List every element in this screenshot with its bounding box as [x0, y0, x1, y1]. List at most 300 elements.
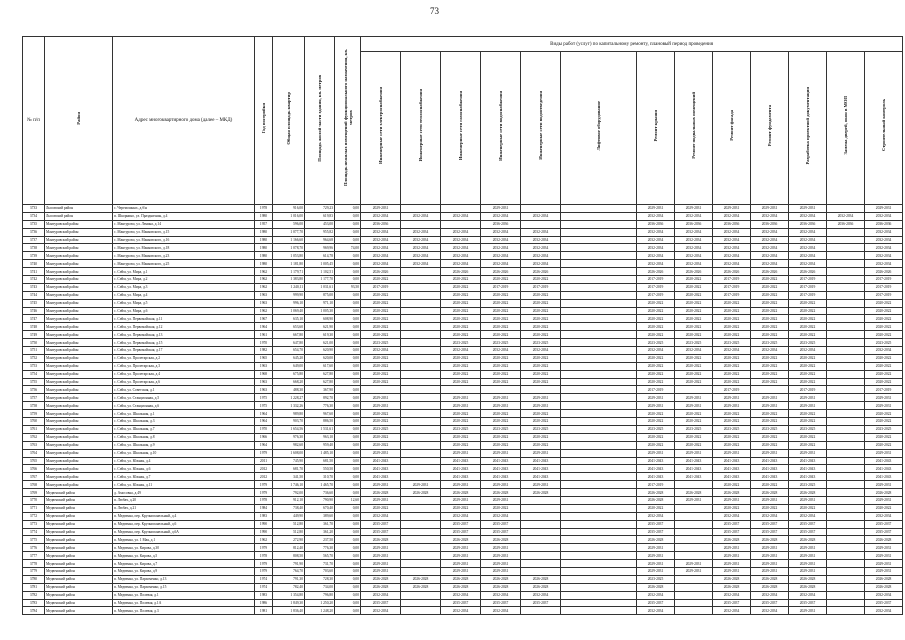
table-cell: 790,90: [305, 496, 335, 504]
table-cell: 361,20: [305, 528, 335, 536]
table-cell: [675, 599, 713, 607]
table-cell: Мантуровский район: [45, 347, 113, 355]
table-cell: 2020-2022: [361, 307, 401, 315]
table-cell: 2020-2022: [789, 323, 827, 331]
table-cell: 2020-2022: [865, 433, 903, 441]
table-cell: 2026-2028: [751, 536, 789, 544]
table-cell: 1970: [255, 425, 273, 433]
table-cell: 0,00: [335, 449, 361, 457]
table-cell: 964,68: [305, 236, 335, 244]
table-cell: [561, 260, 637, 268]
table-cell: с. Сейм, ул. Пролетарская, д.4: [113, 370, 255, 378]
table-cell: [561, 544, 637, 552]
table-cell: 2032-2034: [441, 212, 481, 220]
table-cell: 2020-2022: [675, 323, 713, 331]
table-cell: 2020-2022: [675, 283, 713, 291]
table-cell: 2026-2028: [713, 583, 751, 591]
table-cell: 3741: [23, 268, 45, 276]
table-cell: 2029-2031: [751, 449, 789, 457]
table-cell: [675, 591, 713, 599]
table-cell: 2032-2034: [713, 228, 751, 236]
table-cell: с. Мантурово, ул. Маяковского, д.18: [113, 244, 255, 252]
table-cell: 3778: [23, 560, 45, 568]
table-cell: [561, 512, 637, 520]
table-cell: 1 531,61: [305, 425, 335, 433]
table-row: [23, 205, 903, 213]
table-cell: 2020-2022: [521, 276, 561, 284]
table-cell: 2032-2034: [521, 236, 561, 244]
table-cell: 2020-2022: [361, 441, 401, 449]
table-cell: [521, 205, 561, 213]
table-cell: 2020-2022: [751, 299, 789, 307]
table-cell: 2011: [255, 457, 273, 465]
table-cell: с. Сейм, ул. Южная, д.6: [113, 465, 255, 473]
table-cell: 2029-2031: [361, 205, 401, 213]
table-cell: 3779: [23, 567, 45, 575]
table-cell: 2020-2022: [521, 410, 561, 418]
table-cell: [561, 536, 637, 544]
table-cell: 2036-2036: [827, 220, 865, 228]
table-cell: 2020-2022: [865, 410, 903, 418]
table-cell: 2029-2031: [865, 544, 903, 552]
table-cell: 2032-2034: [637, 244, 675, 252]
table-cell: 0,00: [335, 220, 361, 228]
table-cell: 3760: [23, 418, 45, 426]
table-cell: 3761: [23, 425, 45, 433]
table-cell: [441, 205, 481, 213]
table-cell: 2041-2043: [713, 457, 751, 465]
table-cell: 2032-2034: [361, 252, 401, 260]
table-cell: 1 746,10: [273, 481, 305, 489]
table-cell: [521, 504, 561, 512]
table-cell: [561, 268, 637, 276]
table-cell: 2029-2031: [675, 560, 713, 568]
table-cell: 2026-2028: [789, 536, 827, 544]
table-cell: 2029-2031: [865, 402, 903, 410]
table-cell: 2032-2034: [751, 244, 789, 252]
table-cell: 1975: [255, 402, 273, 410]
table-cell: 2041-2043: [751, 457, 789, 465]
table-cell: 2029-2031: [865, 394, 903, 402]
table-cell: [827, 536, 865, 544]
table-cell: [561, 465, 637, 473]
table-row: [23, 339, 903, 347]
table-cell: [675, 504, 713, 512]
table-cell: [401, 394, 441, 402]
header-work-facade: Ремонт фасада: [713, 52, 751, 205]
table-cell: п. Любач, д.21: [113, 504, 255, 512]
table-cell: [561, 496, 637, 504]
table-cell: Мантуровский район: [45, 220, 113, 228]
table-cell: 2026-2028: [441, 583, 481, 591]
table-cell: 2020-2022: [361, 362, 401, 370]
table-cell: [561, 402, 637, 410]
table-cell: 1 077,70: [273, 228, 305, 236]
table-cell: [561, 244, 637, 252]
table-cell: 2023-2025: [441, 425, 481, 433]
table-cell: 2029-2031: [481, 481, 521, 489]
table-cell: 2035-2037: [751, 599, 789, 607]
table-row: [23, 212, 903, 220]
table-cell: 2020-2022: [751, 331, 789, 339]
table-cell: 1980: [255, 228, 273, 236]
table-row: [23, 386, 903, 394]
table-cell: 0,00: [335, 528, 361, 536]
table-cell: 2029-2031: [789, 544, 827, 552]
table-cell: 2029-2031: [401, 481, 441, 489]
table-cell: 0,00: [335, 536, 361, 544]
table-cell: 3769: [23, 489, 45, 497]
table-cell: [401, 591, 441, 599]
table-cell: 2032-2034: [521, 252, 561, 260]
table-cell: 1 179,71: [273, 268, 305, 276]
table-cell: 2029-2031: [481, 567, 521, 575]
table-cell: 3754: [23, 370, 45, 378]
table-cell: 2041-2043: [789, 465, 827, 473]
table-cell: 2017-2019: [789, 386, 827, 394]
table-cell: 2041-2043: [441, 465, 481, 473]
table-cell: [561, 291, 637, 299]
table-cell: 2026-2028: [481, 489, 521, 497]
table-cell: с. Сейм, ул. Школьная, д.7: [113, 425, 255, 433]
table-cell: с. Сейм, ул. Школьная, д.10: [113, 449, 255, 457]
table-cell: с. Мантурово, ул. Маяковского, д.25: [113, 260, 255, 268]
table-cell: [675, 512, 713, 520]
table-cell: 2020-2022: [789, 410, 827, 418]
table-cell: 1961: [255, 331, 273, 339]
table-cell: 2026-2028: [751, 583, 789, 591]
table-cell: 2032-2034: [751, 252, 789, 260]
table-cell: 621,90: [305, 323, 335, 331]
table-cell: Медвенский район: [45, 591, 113, 599]
table-cell: [561, 425, 637, 433]
table-cell: 3757: [23, 394, 45, 402]
table-cell: 2026-2028: [481, 583, 521, 591]
table-cell: Медвенский район: [45, 504, 113, 512]
table-cell: 2020-2022: [521, 299, 561, 307]
table-cell: 2032-2034: [865, 591, 903, 599]
table-cell: 2029-2031: [713, 544, 751, 552]
table-cell: 3751: [23, 347, 45, 355]
table-cell: 2032-2034: [637, 607, 675, 615]
table-row: [23, 449, 903, 457]
table-cell: 2029-2031: [751, 560, 789, 568]
table-cell: 2032-2034: [481, 512, 521, 520]
table-cell: 2020-2022: [865, 362, 903, 370]
table-cell: 2026-2026: [865, 268, 903, 276]
table-cell: 1980: [255, 252, 273, 260]
table-cell: Медвенский район: [45, 575, 113, 583]
page-number: 73: [430, 6, 439, 16]
table-cell: 2029-2031: [713, 560, 751, 568]
table-cell: Медвенский район: [45, 552, 113, 560]
table-cell: 2020-2022: [751, 481, 789, 489]
table-cell: с. Сейм, ул. Школьная, д.3: [113, 418, 255, 426]
table-cell: 0,00: [335, 441, 361, 449]
table-cell: 2032-2034: [441, 591, 481, 599]
table-cell: [561, 283, 637, 291]
table-cell: 2032-2034: [481, 212, 521, 220]
table-cell: 2029-2031: [521, 402, 561, 410]
table-cell: [675, 528, 713, 536]
table-cell: Мантуровский район: [45, 410, 113, 418]
table-cell: 2032-2034: [521, 228, 561, 236]
table-cell: 1962: [255, 283, 273, 291]
table-cell: 2020-2022: [637, 299, 675, 307]
table-cell: 2029-2031: [361, 544, 401, 552]
table-cell: 0,00: [335, 418, 361, 426]
table-cell: Мантуровский район: [45, 299, 113, 307]
table-cell: [401, 560, 441, 568]
table-cell: 2026-2028: [481, 536, 521, 544]
table-cell: 2032-2034: [789, 252, 827, 260]
table-cell: 2032-2034: [675, 244, 713, 252]
table-cell: 0,00: [335, 205, 361, 213]
table-cell: с. Сейм, ул. Первомайская, д.12: [113, 323, 255, 331]
header-total-area: Общая площадь квартир: [273, 37, 305, 205]
table-cell: 1986: [255, 599, 273, 607]
table-cell: [401, 410, 441, 418]
table-cell: [401, 331, 441, 339]
table-cell: 617,60: [305, 362, 335, 370]
header-district: Район: [45, 37, 113, 205]
table-cell: 2026-2028: [441, 489, 481, 497]
table-cell: 2029-2031: [751, 402, 789, 410]
table-cell: 2035-2037: [481, 599, 521, 607]
table-cell: 2026-2026: [361, 268, 401, 276]
table-cell: 892,70: [305, 394, 335, 402]
table-cell: 2020-2022: [637, 331, 675, 339]
table-cell: 2020-2022: [521, 291, 561, 299]
table-cell: 2017-2019: [865, 386, 903, 394]
table-cell: 2020-2022: [361, 370, 401, 378]
table-cell: 2017-2019: [637, 283, 675, 291]
table-cell: 2020-2022: [675, 307, 713, 315]
table-row: [23, 252, 903, 260]
table-cell: 2020-2022: [441, 354, 481, 362]
table-cell: 2032-2034: [865, 607, 903, 615]
table-cell: 812,40: [273, 544, 305, 552]
header-work-electric: Инженерные сети электроснабжения: [361, 52, 401, 205]
table-cell: 1 608,00: [273, 449, 305, 457]
table-cell: [521, 528, 561, 536]
table-cell: 2035-2037: [865, 520, 903, 528]
table-cell: 791,30: [273, 575, 305, 583]
table-cell: 2020-2022: [713, 307, 751, 315]
table-cell: 2020-2022: [481, 315, 521, 323]
table-cell: [561, 378, 637, 386]
table-cell: [561, 331, 637, 339]
table-cell: 1964: [255, 441, 273, 449]
table-row: [23, 496, 903, 504]
table-cell: 2020-2022: [751, 315, 789, 323]
table-cell: Мантуровский район: [45, 252, 113, 260]
table-row: [23, 347, 903, 355]
table-cell: [521, 496, 561, 504]
table-cell: [561, 504, 637, 512]
table-row: [23, 544, 903, 552]
table-cell: 627,80: [305, 378, 335, 386]
table-row: [23, 315, 903, 323]
table-cell: [521, 520, 561, 528]
table-cell: 2020-2022: [481, 441, 521, 449]
table-cell: Мантуровский район: [45, 315, 113, 323]
table-cell: Медвенский район: [45, 599, 113, 607]
table-cell: 2020-2022: [713, 418, 751, 426]
table-cell: 2032-2034: [675, 252, 713, 260]
table-cell: 2020-2022: [789, 299, 827, 307]
table-cell: 2036-2036: [865, 220, 903, 228]
table-cell: [827, 268, 865, 276]
table-cell: 2032-2034: [521, 591, 561, 599]
table-cell: 3773: [23, 520, 45, 528]
table-cell: 2036-2036: [751, 220, 789, 228]
table-cell: 2020-2022: [865, 370, 903, 378]
table-cell: с. Сейм, ул. Мира, д.1: [113, 268, 255, 276]
table-cell: 2020-2022: [521, 307, 561, 315]
table-cell: 2020-2022: [713, 410, 751, 418]
header-work-foundation: Ремонт фундамента: [751, 52, 789, 205]
table-cell: 2023-2025: [481, 339, 521, 347]
table-cell: с. Сейм, ул. Мира, д.5: [113, 299, 255, 307]
table-cell: 2036-2036: [637, 220, 675, 228]
table-cell: Медвенский район: [45, 607, 113, 615]
table-row: [23, 575, 903, 583]
table-cell: [561, 410, 637, 418]
table-cell: 2032-2034: [521, 347, 561, 355]
table-cell: [401, 205, 441, 213]
table-cell: 2020-2022: [713, 331, 751, 339]
table-row: [23, 268, 903, 276]
table-cell: 2020-2022: [441, 418, 481, 426]
table-cell: 3780: [23, 575, 45, 583]
table-cell: 2020-2022: [441, 410, 481, 418]
table-cell: [561, 386, 637, 394]
table-row: [23, 528, 903, 536]
table-cell: 1 102,51: [305, 268, 335, 276]
table-cell: [561, 362, 637, 370]
table-cell: 2029-2031: [521, 481, 561, 489]
table-cell: 999,90: [273, 291, 305, 299]
table-cell: [827, 276, 865, 284]
table-cell: 0,00: [335, 307, 361, 315]
table-cell: 614,78: [305, 252, 335, 260]
table-cell: [675, 575, 713, 583]
table-cell: 2020-2022: [789, 418, 827, 426]
table-cell: 2020-2022: [713, 370, 751, 378]
table-cell: 2020-2022: [521, 362, 561, 370]
table-cell: 2029-2031: [865, 481, 903, 489]
table-cell: 1 248,20: [305, 607, 335, 615]
table-cell: с. Сейм, ул. Первомайская, д.13: [113, 331, 255, 339]
table-cell: Мантуровский район: [45, 323, 113, 331]
table-cell: 0,00: [335, 457, 361, 465]
table-cell: [521, 544, 561, 552]
table-cell: 654,70: [273, 347, 305, 355]
table-cell: Мантуровский район: [45, 331, 113, 339]
table-cell: 2026-2028: [789, 583, 827, 591]
table-cell: 2026-2028: [637, 583, 675, 591]
table-cell: 2032-2034: [637, 212, 675, 220]
table-row: [23, 425, 903, 433]
table-cell: 0,00: [335, 552, 361, 560]
table-cell: [561, 370, 637, 378]
table-cell: 2035-2037: [751, 528, 789, 536]
table-cell: 2017-2019: [865, 291, 903, 299]
table-cell: [561, 347, 637, 355]
table-cell: 1 849,30: [273, 599, 305, 607]
table-cell: [401, 362, 441, 370]
table-cell: 2026-2028: [637, 496, 675, 504]
table-cell: [561, 433, 637, 441]
table-cell: 0,00: [335, 544, 361, 552]
table-cell: [561, 481, 637, 489]
table-cell: 2017-2019: [789, 283, 827, 291]
table-cell: [561, 607, 637, 615]
table-cell: 367,90: [305, 386, 335, 394]
table-cell: 668,20: [273, 378, 305, 386]
table-cell: 791,90: [273, 560, 305, 568]
table-cell: 681,70: [273, 465, 305, 473]
table-cell: 1 078,70: [273, 244, 305, 252]
table-cell: 3745: [23, 299, 45, 307]
table-cell: Лысовский район: [45, 205, 113, 213]
table-cell: 745,90: [273, 457, 305, 465]
table-row: [23, 228, 903, 236]
table-cell: 2041-2043: [865, 457, 903, 465]
table-cell: 2023-2025: [441, 339, 481, 347]
table-cell: 2032-2034: [401, 228, 441, 236]
table-cell: 3763: [23, 441, 45, 449]
table-cell: 2020-2022: [865, 299, 903, 307]
table-cell: Мантуровский район: [45, 236, 113, 244]
table-cell: 2026-2028: [481, 575, 521, 583]
table-cell: 2041-2043: [865, 465, 903, 473]
table-cell: 2020-2022: [789, 378, 827, 386]
table-cell: 2023-2025: [521, 425, 561, 433]
table-cell: [827, 378, 865, 386]
table-cell: 2029-2031: [361, 449, 401, 457]
table-cell: 1963: [255, 378, 273, 386]
table-cell: 2020-2022: [751, 354, 789, 362]
table-row: [23, 433, 903, 441]
table-cell: 2032-2034: [675, 347, 713, 355]
table-cell: 2026-2028: [521, 489, 561, 497]
table-cell: Мантуровский район: [45, 418, 113, 426]
table-cell: 2020-2022: [675, 362, 713, 370]
table-cell: 0,00: [335, 212, 361, 220]
table-cell: 453,00: [305, 220, 335, 228]
table-cell: 2020-2022: [865, 307, 903, 315]
table-cell: 2020-2022: [637, 315, 675, 323]
table-cell: 2020-2022: [751, 323, 789, 331]
table-cell: Мантуровский район: [45, 228, 113, 236]
table-cell: с. Сейм, ул. Первомайская, д.17: [113, 347, 255, 355]
table-cell: [401, 370, 441, 378]
table-cell: 2035-2037: [789, 599, 827, 607]
table-cell: 3744: [23, 291, 45, 299]
table-cell: 2026-2026: [713, 268, 751, 276]
table-cell: [827, 252, 865, 260]
table-cell: 1990: [255, 528, 273, 536]
table-cell: п. Медвенка, пер. Крупнопанельный, д.6А: [113, 528, 255, 536]
table-cell: 2035-2037: [637, 528, 675, 536]
table-cell: 3752: [23, 354, 45, 362]
table-cell: [561, 473, 637, 481]
table-cell: 1963: [255, 299, 273, 307]
table-cell: 2020-2022: [481, 307, 521, 315]
table-cell: [827, 339, 865, 347]
